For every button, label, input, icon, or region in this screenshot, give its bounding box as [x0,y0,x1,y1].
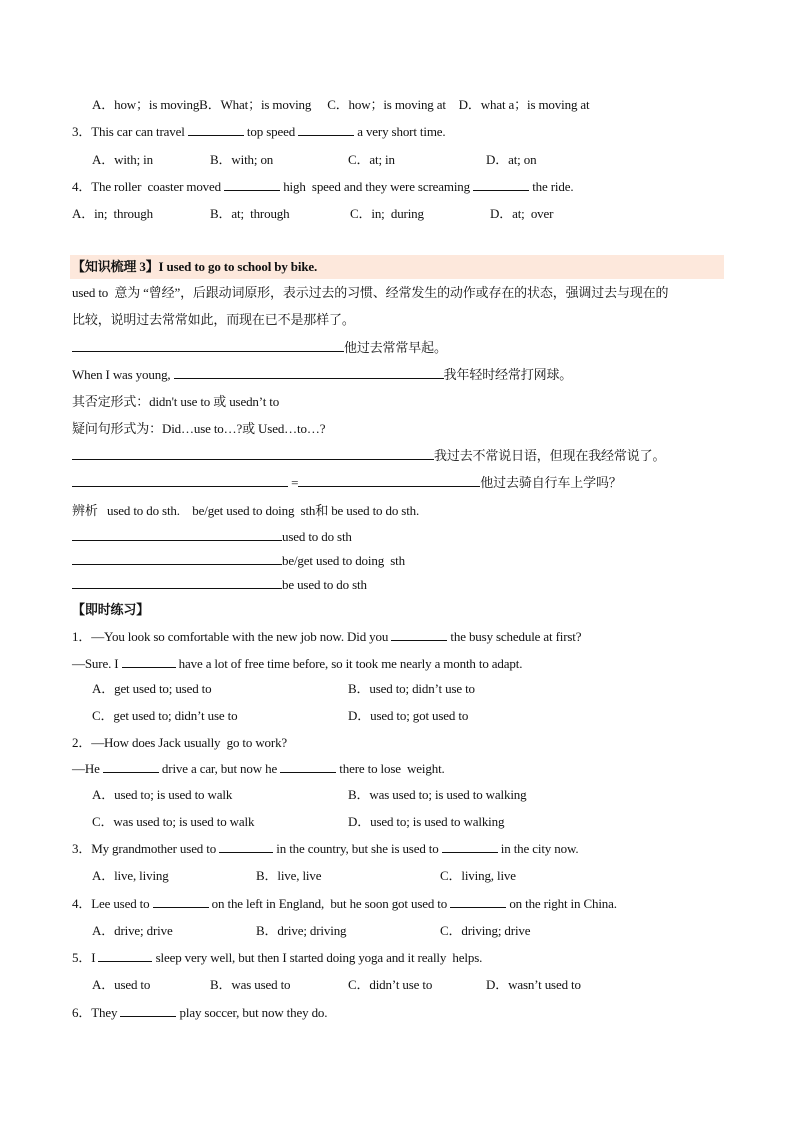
practice-q5-option-a[interactable]: A．used to [92,977,151,992]
practice-q5-option-d[interactable]: D．wasn’t used to [486,977,581,992]
answer-blank[interactable] [224,179,280,191]
distinguish-label: be/get used to doing sth [282,553,405,568]
practice-q4-option-b[interactable]: B．drive; driving [256,923,347,938]
q4-option-b[interactable]: B．at; through [210,206,290,221]
negative-form: 其否定形式：didn't use to 或 usedn’t to [72,394,280,409]
stem-part: there to lose weight. [336,761,445,776]
answer-blank[interactable] [153,896,209,908]
answer-blank[interactable] [103,761,159,773]
example-3 [72,447,665,465]
practice-q2-option-d[interactable]: D．used to; is used to walking [348,814,505,829]
practice-q4-line [72,895,617,913]
practice-q2-option-b[interactable]: B．was used to; is used to walking [348,787,527,802]
practice-q3-line [72,840,578,858]
answer-blank[interactable] [72,529,282,541]
stem-part: 4．Lee used to [72,896,153,911]
practice-q3-option-c[interactable]: C．living, live [440,868,516,883]
practice-title: 【即时练习】 [72,602,150,617]
section-3-title: 【知识梳理 3】I used to go to school by bike. [72,259,318,274]
practice-q2-option-c[interactable]: C．was used to; is used to walk [92,814,255,829]
example-4-chinese: 他过去骑自行车上学吗？ [480,475,622,490]
stem-part: 6．They [72,1005,121,1020]
stem-part: drive a car, but now he [158,761,281,776]
stem-part: have a lot of free time before, so it took me nearly a month to adapt. [175,656,523,671]
stem-part: —He [72,761,103,776]
example-2 [72,366,572,384]
answer-blank[interactable] [298,124,354,136]
question-3-stem [72,123,446,141]
explanation-line-2: 比较，说明过去常常如此，而现在已不是那样了。 [72,312,355,327]
practice-q1-option-b[interactable]: B．used to; didn’t use to [348,681,475,696]
distinguish-label: be used to do sth [282,577,367,592]
question-form: 疑问句形式为：Did…use to…?或 Used…to…? [72,421,326,436]
answer-blank[interactable] [473,179,529,191]
q4-stem-part: the ride. [529,179,574,194]
practice-q2-option-a[interactable]: A．used to; is used to walk [92,787,233,802]
answer-blank[interactable] [442,841,498,853]
q3-option-a[interactable]: A．with; in [92,152,153,167]
practice-q5-line [72,949,482,967]
example-2-english: When I was young, [72,367,174,382]
stem-part: in the country, but she is used to [273,841,442,856]
answer-blank[interactable] [174,367,444,379]
example-4 [72,474,622,492]
answer-blank[interactable] [72,340,344,352]
practice-q4-option-c[interactable]: C．driving; drive [440,923,531,938]
q4-option-c[interactable]: C．in; during [350,206,424,221]
distinguish-item-1 [72,528,352,546]
practice-q5-option-b[interactable]: B．was used to [210,977,291,992]
question-4-stem [72,178,573,196]
distinguish-item-3 [72,576,367,594]
stem-part: the busy schedule at first? [447,629,582,644]
answer-blank[interactable] [120,1005,176,1017]
q2-options-line: A．how；is movingB．What；is moving C．how；is moving at D．what a；is moving at [92,97,590,112]
stem-part: on the right in China. [506,896,617,911]
practice-q1-option-d[interactable]: D．used to; got used to [348,708,469,723]
stem-part: play soccer, but now they do. [176,1005,328,1020]
example-2-chinese: 我年轻时经常打网球。 [443,367,573,382]
answer-blank[interactable] [280,761,336,773]
q3-stem-part: 3．This car can travel [72,124,188,139]
practice-q4-option-a[interactable]: A．drive; drive [92,923,173,938]
practice-q2-line-2 [72,760,445,778]
answer-blank[interactable] [122,656,176,668]
practice-q1-line-2 [72,655,522,673]
answer-blank[interactable] [72,577,282,589]
stem-part: on the left in England, but he soon got used to [208,896,451,911]
stem-part: —Sure. I [72,656,122,671]
q3-option-c[interactable]: C．at; in [348,152,395,167]
example-3-chinese: 我过去不常说日语，但现在我经常说了。 [434,448,666,463]
answer-blank[interactable] [391,629,447,641]
stem-part: sleep very well, but then I started doing yoga and it really helps. [152,950,483,965]
example-1-chinese: 他过去常常早起。 [344,340,447,355]
practice-q3-option-b[interactable]: B．live, live [256,868,322,883]
stem-part: 3．My grandmother used to [72,841,220,856]
distinguish-label: used to do sth [282,529,352,544]
q4-stem-part: 4．The roller coaster moved [72,179,225,194]
stem-part: in the city now. [497,841,579,856]
answer-blank[interactable] [450,896,506,908]
practice-q1-option-a[interactable]: A．get used to; used to [92,681,212,696]
answer-blank[interactable] [72,553,282,565]
q4-option-a[interactable]: A．in; through [72,206,153,221]
practice-q1-option-c[interactable]: C．get used to; didn’t use to [92,708,238,723]
stem-part: 5．I [72,950,99,965]
q4-option-d[interactable]: D．at; over [490,206,554,221]
q3-stem-part: a very short time. [354,124,446,139]
equals-sign: = [288,475,299,490]
answer-blank[interactable] [98,950,152,962]
stem-part: 1．—You look so comfortable with the new job now. Did you [72,629,392,644]
answer-blank[interactable] [298,475,480,487]
q3-option-d[interactable]: D．at; on [486,152,537,167]
q3-stem-part: top speed [243,124,299,139]
practice-q1-line-1 [72,628,581,646]
practice-q2-line-1: 2．—How does Jack usually go to work? [72,735,288,750]
explanation-line-1: used to 意为 “曾经”，后跟动词原形，表示过去的习惯、经常发生的动作或存在的状态，强调过去与现在的 [72,285,669,300]
answer-blank[interactable] [72,475,288,487]
answer-blank[interactable] [188,124,244,136]
practice-q6-line [72,1004,327,1022]
practice-q5-option-c[interactable]: C．didn’t use to [348,977,433,992]
answer-blank[interactable] [72,448,434,460]
q4-stem-part: high speed and they were screaming [280,179,474,194]
practice-q3-option-a[interactable]: A．live, living [92,868,169,883]
example-1 [72,339,447,357]
distinguish-line: 辨析 used to do sth. be/get used to doing sth和 be used to do sth. [72,503,420,518]
q3-option-b[interactable]: B．with; on [210,152,274,167]
distinguish-item-2 [72,552,405,570]
answer-blank[interactable] [219,841,273,853]
